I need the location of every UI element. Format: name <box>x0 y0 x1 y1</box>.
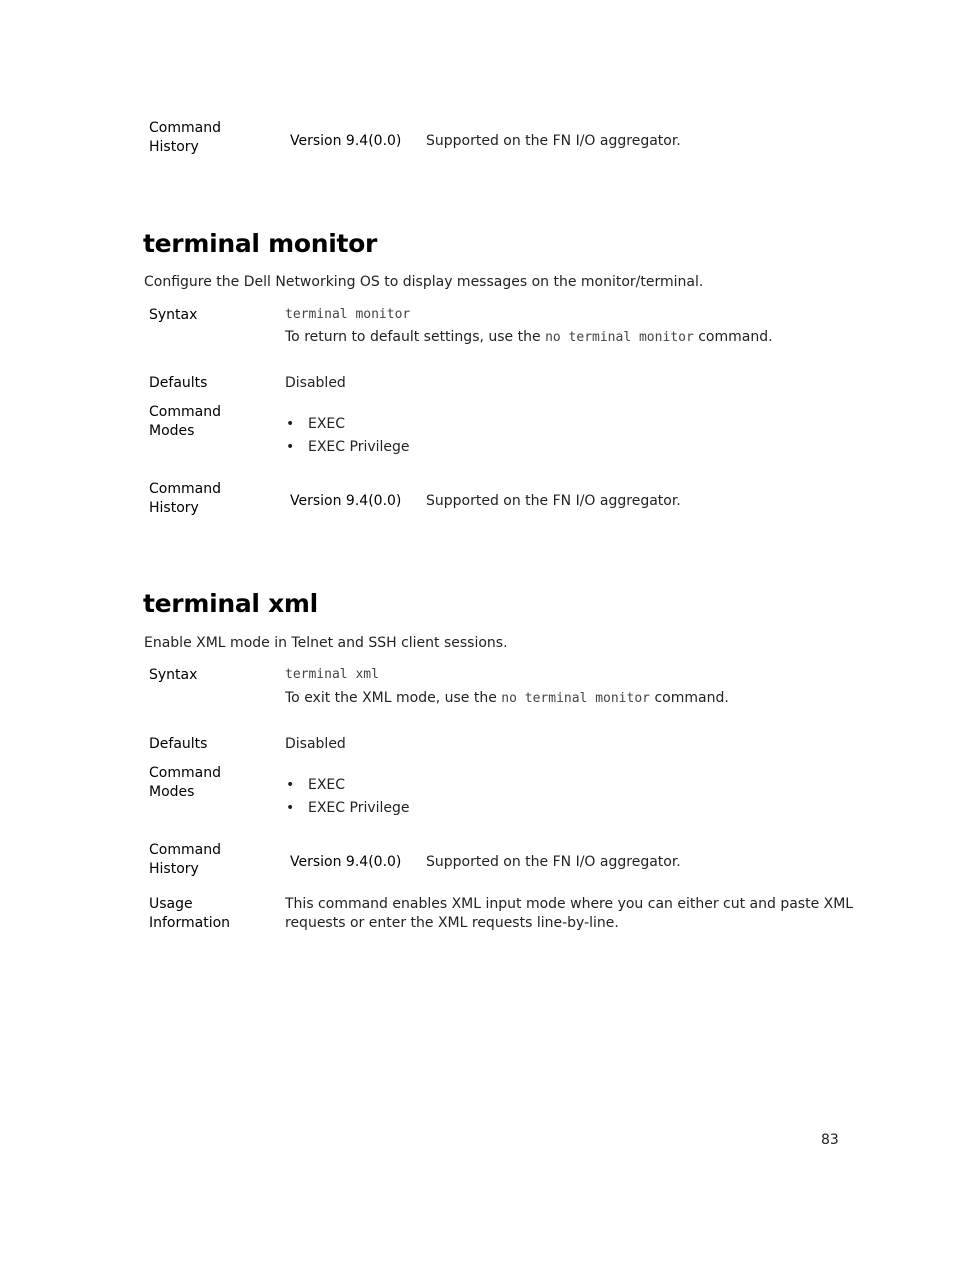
version-description: Supported on the FN I/O aggregator. <box>426 493 681 509</box>
version-description: Supported on the FN I/O aggregator. <box>426 854 681 870</box>
command-history-label <box>149 841 221 879</box>
defaults-value: Disabled <box>285 375 346 391</box>
syntax-note-command: no terminal monitor <box>501 691 650 706</box>
label-line-2: Information <box>149 915 231 931</box>
syntax-label: Syntax <box>149 307 198 323</box>
label-line-1: Command <box>149 481 221 497</box>
defaults-value: Disabled <box>285 736 346 752</box>
label-line-2: History <box>149 500 199 516</box>
usage-line: requests or enter the XML requests line-by-line. <box>285 915 619 931</box>
syntax-note-text: To exit the XML mode, use the <box>285 690 497 706</box>
usage-line: This command enables XML input mode where you can either cut and paste XML <box>285 896 854 912</box>
syntax-command: terminal monitor <box>285 307 411 322</box>
label-line-2: History <box>149 139 199 155</box>
syntax-note-command: no terminal monitor <box>545 330 694 345</box>
mode-list-item: • EXEC Privilege <box>308 438 410 457</box>
defaults-label: Defaults <box>149 375 208 391</box>
version-description: Supported on the FN I/O aggregator. <box>426 133 681 149</box>
mode-list-item: • EXEC <box>308 415 345 434</box>
defaults-label: Defaults <box>149 736 208 752</box>
mode-list-item: • EXEC <box>308 776 345 795</box>
version-number: Version 9.4(0.0) <box>290 854 402 870</box>
page-number: 83 <box>821 1132 839 1148</box>
section-title-terminal-monitor: terminal monitor <box>143 229 378 258</box>
label-line-1: Command <box>149 765 221 781</box>
section-description: Enable XML mode in Telnet and SSH client sessions. <box>144 635 508 651</box>
label-line-1: Command <box>149 842 221 858</box>
syntax-note-text: command. <box>698 329 773 345</box>
mode-list-item: • EXEC Privilege <box>308 799 410 818</box>
syntax-note-text: command. <box>654 690 729 706</box>
command-history-label <box>149 119 221 157</box>
label-line-1: Command <box>149 120 221 136</box>
section-title-terminal-xml: terminal xml <box>143 589 318 618</box>
command-modes-label <box>149 403 221 441</box>
syntax-note <box>285 328 773 347</box>
syntax-command: terminal xml <box>285 667 379 682</box>
label-line-2: History <box>149 861 199 877</box>
command-modes-label <box>149 764 221 802</box>
version-number: Version 9.4(0.0) <box>290 133 402 149</box>
label-line-2: Modes <box>149 784 195 800</box>
syntax-note <box>285 689 729 708</box>
label-line-1: Command <box>149 404 221 420</box>
usage-information-text <box>285 895 853 933</box>
section-description: Configure the Dell Networking OS to display messages on the monitor/terminal. <box>144 274 704 290</box>
label-line-1: Usage <box>149 896 193 912</box>
usage-information-label <box>149 895 230 933</box>
syntax-note-text: To return to default settings, use the <box>285 329 541 345</box>
command-history-label <box>149 480 221 518</box>
version-number: Version 9.4(0.0) <box>290 493 402 509</box>
label-line-2: Modes <box>149 423 195 439</box>
syntax-label: Syntax <box>149 667 198 683</box>
